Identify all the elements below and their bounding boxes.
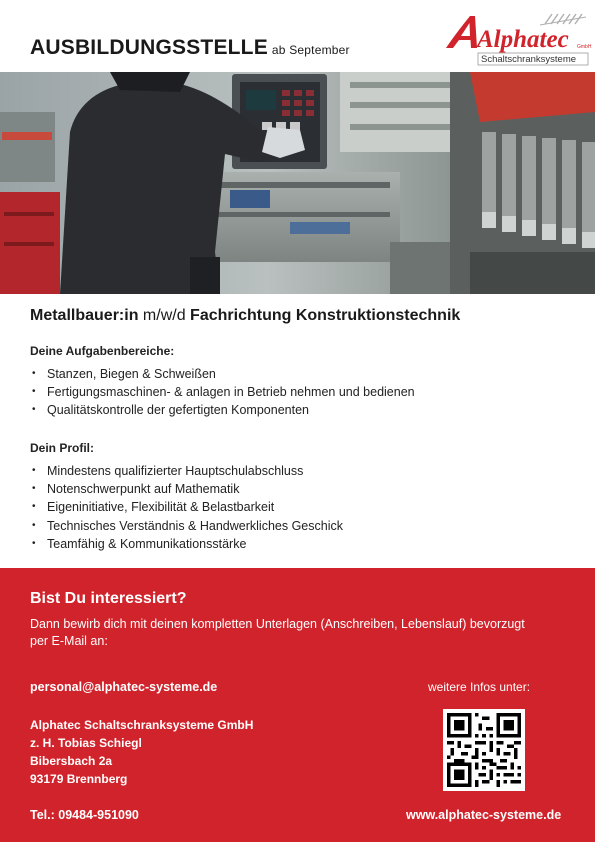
address-line: 93179 Brennberg — [30, 772, 128, 786]
workshop-photo — [0, 72, 595, 294]
list-item: • Fertigungsmaschinen- & anlagen in Betrieb nehmen und bedienen — [30, 383, 415, 401]
list-item: • Teamfähig & Kommunikationsstärke — [30, 535, 343, 553]
website-link[interactable]: www.alphatec-systeme.de — [406, 808, 562, 822]
list-item: • Stanzen, Biegen & Schweißen — [30, 365, 415, 383]
logo-tagline: Schaltschranksysteme — [481, 54, 577, 65]
tasks-list — [30, 365, 415, 420]
page-title — [30, 36, 350, 60]
profile-list — [30, 462, 343, 553]
qr-code-graphic — [447, 713, 521, 787]
job-name: Metallbauer:in — [30, 307, 139, 324]
alphatec-logo — [440, 8, 590, 70]
phone-number[interactable]: Tel.: 09484-951090 — [30, 808, 139, 822]
job-specialty: Fachrichtung Konstruktionstechnik — [190, 307, 461, 324]
address-line: Alphatec Schaltschranksysteme GmbH — [30, 718, 254, 732]
profile-heading: Dein Profil: — [30, 441, 95, 455]
qr-code-icon[interactable] — [443, 709, 525, 791]
footer-heading: Bist Du interessiert? — [30, 590, 187, 607]
logo-gmbh: GmbH — [577, 44, 592, 50]
footer-intro: Dann bewirb dich mit deinen kompletten Unterlagen (Anschreiben, Lebenslauf) bevorzugt per E-Mail an: — [30, 617, 525, 648]
job-gender: m/w/d — [142, 307, 186, 324]
list-item: • Notenschwerpunkt auf Mathematik — [30, 480, 343, 498]
title-subtitle: ab September — [271, 43, 350, 57]
header — [0, 0, 595, 72]
title-main: AUSBILDUNGSSTELLE — [30, 36, 268, 59]
more-info-label: weitere Infos unter: — [428, 680, 531, 694]
company-address — [30, 716, 253, 788]
address-line: Bibersbach 2a — [30, 754, 113, 768]
logo-graphic — [440, 8, 590, 70]
list-item: • Qualitätskontrolle der gefertigten Komponenten — [30, 401, 415, 419]
list-item: • Technisches Verständnis & Handwerkliches Geschick — [30, 517, 343, 535]
contact-footer — [0, 568, 595, 842]
job-title — [30, 307, 460, 325]
list-item: • Mindestens qualifizierter Hauptschulabschluss — [30, 462, 343, 480]
logo-wordmark: Alphatec — [477, 26, 569, 53]
email-link[interactable]: personal@alphatec-systeme.de — [30, 680, 218, 694]
tasks-heading: Deine Aufgabenbereiche: — [30, 344, 175, 358]
list-item: • Eigeninitiative, Flexibilität & Belastbarkeit — [30, 498, 343, 516]
address-line: z. H. Tobias Schiegl — [30, 736, 142, 750]
